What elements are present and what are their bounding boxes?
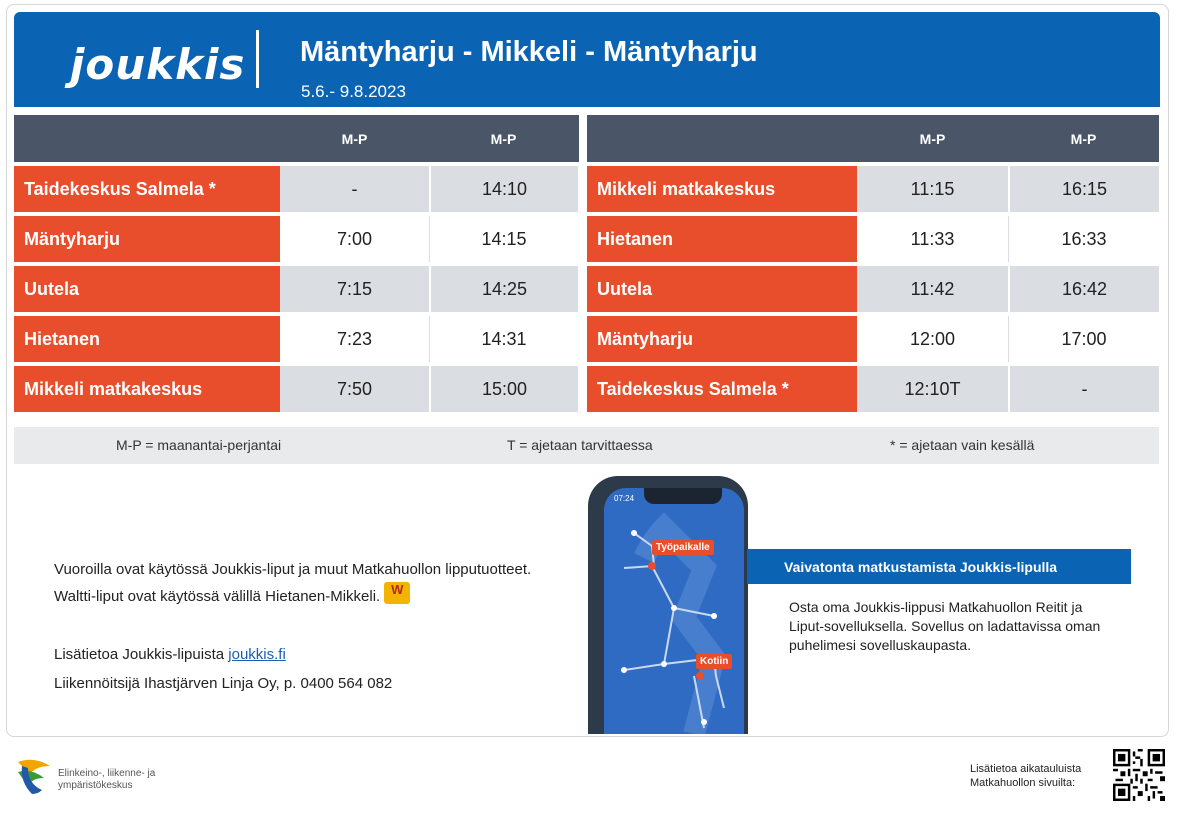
stop-name: Uutela xyxy=(14,266,280,312)
waltti-badge-icon: W xyxy=(384,582,410,604)
departure-time: 12:00 xyxy=(857,316,1008,362)
departure-time: 7:15 xyxy=(280,266,429,312)
legend-t: T = ajetaan tarvittaessa xyxy=(507,437,653,453)
day-column-header: M-P xyxy=(490,130,517,147)
promo-banner: Vaivatonta matkustamista Joukkis-lipulla xyxy=(747,549,1131,584)
stop-name: Hietanen xyxy=(14,316,280,362)
timetable-row xyxy=(14,316,579,362)
timetable-row xyxy=(14,366,579,412)
footer-more-line1: Lisätietoa aikatauluista xyxy=(970,763,1082,775)
stop-column-header xyxy=(587,115,857,162)
timetable-row xyxy=(587,216,1159,262)
stop-name: Taidekeskus Salmela * xyxy=(14,166,280,212)
departure-time: - xyxy=(1008,366,1159,412)
stop-name: Hietanen xyxy=(587,216,857,262)
departure-time: 11:42 xyxy=(857,266,1008,312)
info-line-more xyxy=(54,646,286,663)
stop-name: Taidekeskus Salmela * xyxy=(587,366,857,412)
ely-logo-icon xyxy=(14,756,54,796)
timetable-row xyxy=(14,166,579,212)
timetable-row xyxy=(587,266,1159,312)
stop-name: Mäntyharju xyxy=(587,316,857,362)
departure-time: 14:31 xyxy=(429,316,578,362)
stop-name: Mäntyharju xyxy=(14,216,280,262)
departure-time: 17:00 xyxy=(1008,316,1159,362)
departure-time: - xyxy=(280,166,429,212)
joukkis-link[interactable]: joukkis.fi xyxy=(228,646,286,663)
route-map-icon xyxy=(604,488,744,734)
departure-time: 16:15 xyxy=(1008,166,1159,212)
timetable-header xyxy=(587,115,1159,162)
info-line-tickets: Vuoroilla ovat käytössä Joukkis-liput ja muut Matkahuollon lipputuotteet. xyxy=(54,561,532,578)
footer-more-line2: Matkahuollon sivuilta: xyxy=(970,777,1076,789)
timetable-header xyxy=(14,115,579,162)
stop-column-header xyxy=(14,115,280,162)
departure-time: 7:00 xyxy=(280,216,429,262)
day-column-header: M-P xyxy=(341,130,368,147)
phone-clock: 07:24 xyxy=(614,494,635,503)
ely-line2: ympäristökeskus xyxy=(58,780,133,791)
timetable-return xyxy=(587,115,1159,412)
departure-time: 11:33 xyxy=(857,216,1008,262)
ely-logo-text xyxy=(58,768,155,792)
timetable-row xyxy=(587,316,1159,362)
timetable-outbound xyxy=(14,115,579,412)
operator-info: Liikennöitsijä Ihastjärven Linja Oy, p. 0400 564 082 xyxy=(54,675,393,692)
departure-time: 16:42 xyxy=(1008,266,1159,312)
phone-notch xyxy=(644,488,722,504)
joukkis-logo: joukkis xyxy=(70,40,246,89)
phone-illustration xyxy=(588,476,748,734)
header-banner xyxy=(14,12,1160,107)
day-column-header: M-P xyxy=(919,130,946,147)
info-line-waltti xyxy=(54,582,410,608)
departure-time: 7:23 xyxy=(280,316,429,362)
departure-time: 14:15 xyxy=(429,216,578,262)
departure-time: 16:33 xyxy=(1008,216,1159,262)
legend-star: * = ajetaan vain kesällä xyxy=(890,437,1035,453)
map-label-work: Työpaikalle xyxy=(652,540,714,555)
departure-time: 15:00 xyxy=(429,366,578,412)
ely-line1: Elinkeino-, liikenne- ja xyxy=(58,768,156,779)
stop-name: Uutela xyxy=(587,266,857,312)
waltti-text: Waltti-liput ovat käytössä välillä Hietanen-Mikkeli. xyxy=(54,587,381,605)
route-dates: 5.6.- 9.8.2023 xyxy=(301,82,406,101)
legend-mp: M-P = maanantai-perjantai xyxy=(116,437,282,453)
departure-time: 14:25 xyxy=(429,266,578,312)
stop-name: Mikkeli matkakeskus xyxy=(587,166,857,212)
phone-screen xyxy=(604,488,744,734)
footer-more-info xyxy=(970,762,1081,790)
qr-code-icon[interactable] xyxy=(1113,749,1165,801)
timetable-row xyxy=(14,216,579,262)
departure-time: 11:15 xyxy=(857,166,1008,212)
departure-time: 7:50 xyxy=(280,366,429,412)
more-info-prefix: Lisätietoa Joukkis-lipuista xyxy=(54,646,229,663)
timetable-row xyxy=(587,366,1159,412)
departure-time: 12:10T xyxy=(857,366,1008,412)
departure-time: 14:10 xyxy=(429,166,578,212)
timetable-row xyxy=(587,166,1159,212)
timetable-row xyxy=(14,266,579,312)
stop-name: Mikkeli matkakeskus xyxy=(14,366,280,412)
promo-text: Osta oma Joukkis-lippusi Matkahuollon Reitit ja Liput-sovelluksella. Sovellus on ladattavissa oman puhelimesi sovelluskaupasta. xyxy=(789,599,1101,653)
day-column-header: M-P xyxy=(1070,130,1097,147)
header-divider xyxy=(256,30,259,88)
route-title: Mäntyharju - Mikkeli - Mäntyharju xyxy=(300,36,758,68)
legend-bar xyxy=(14,427,1159,464)
map-label-home: Kotiin xyxy=(696,654,732,669)
